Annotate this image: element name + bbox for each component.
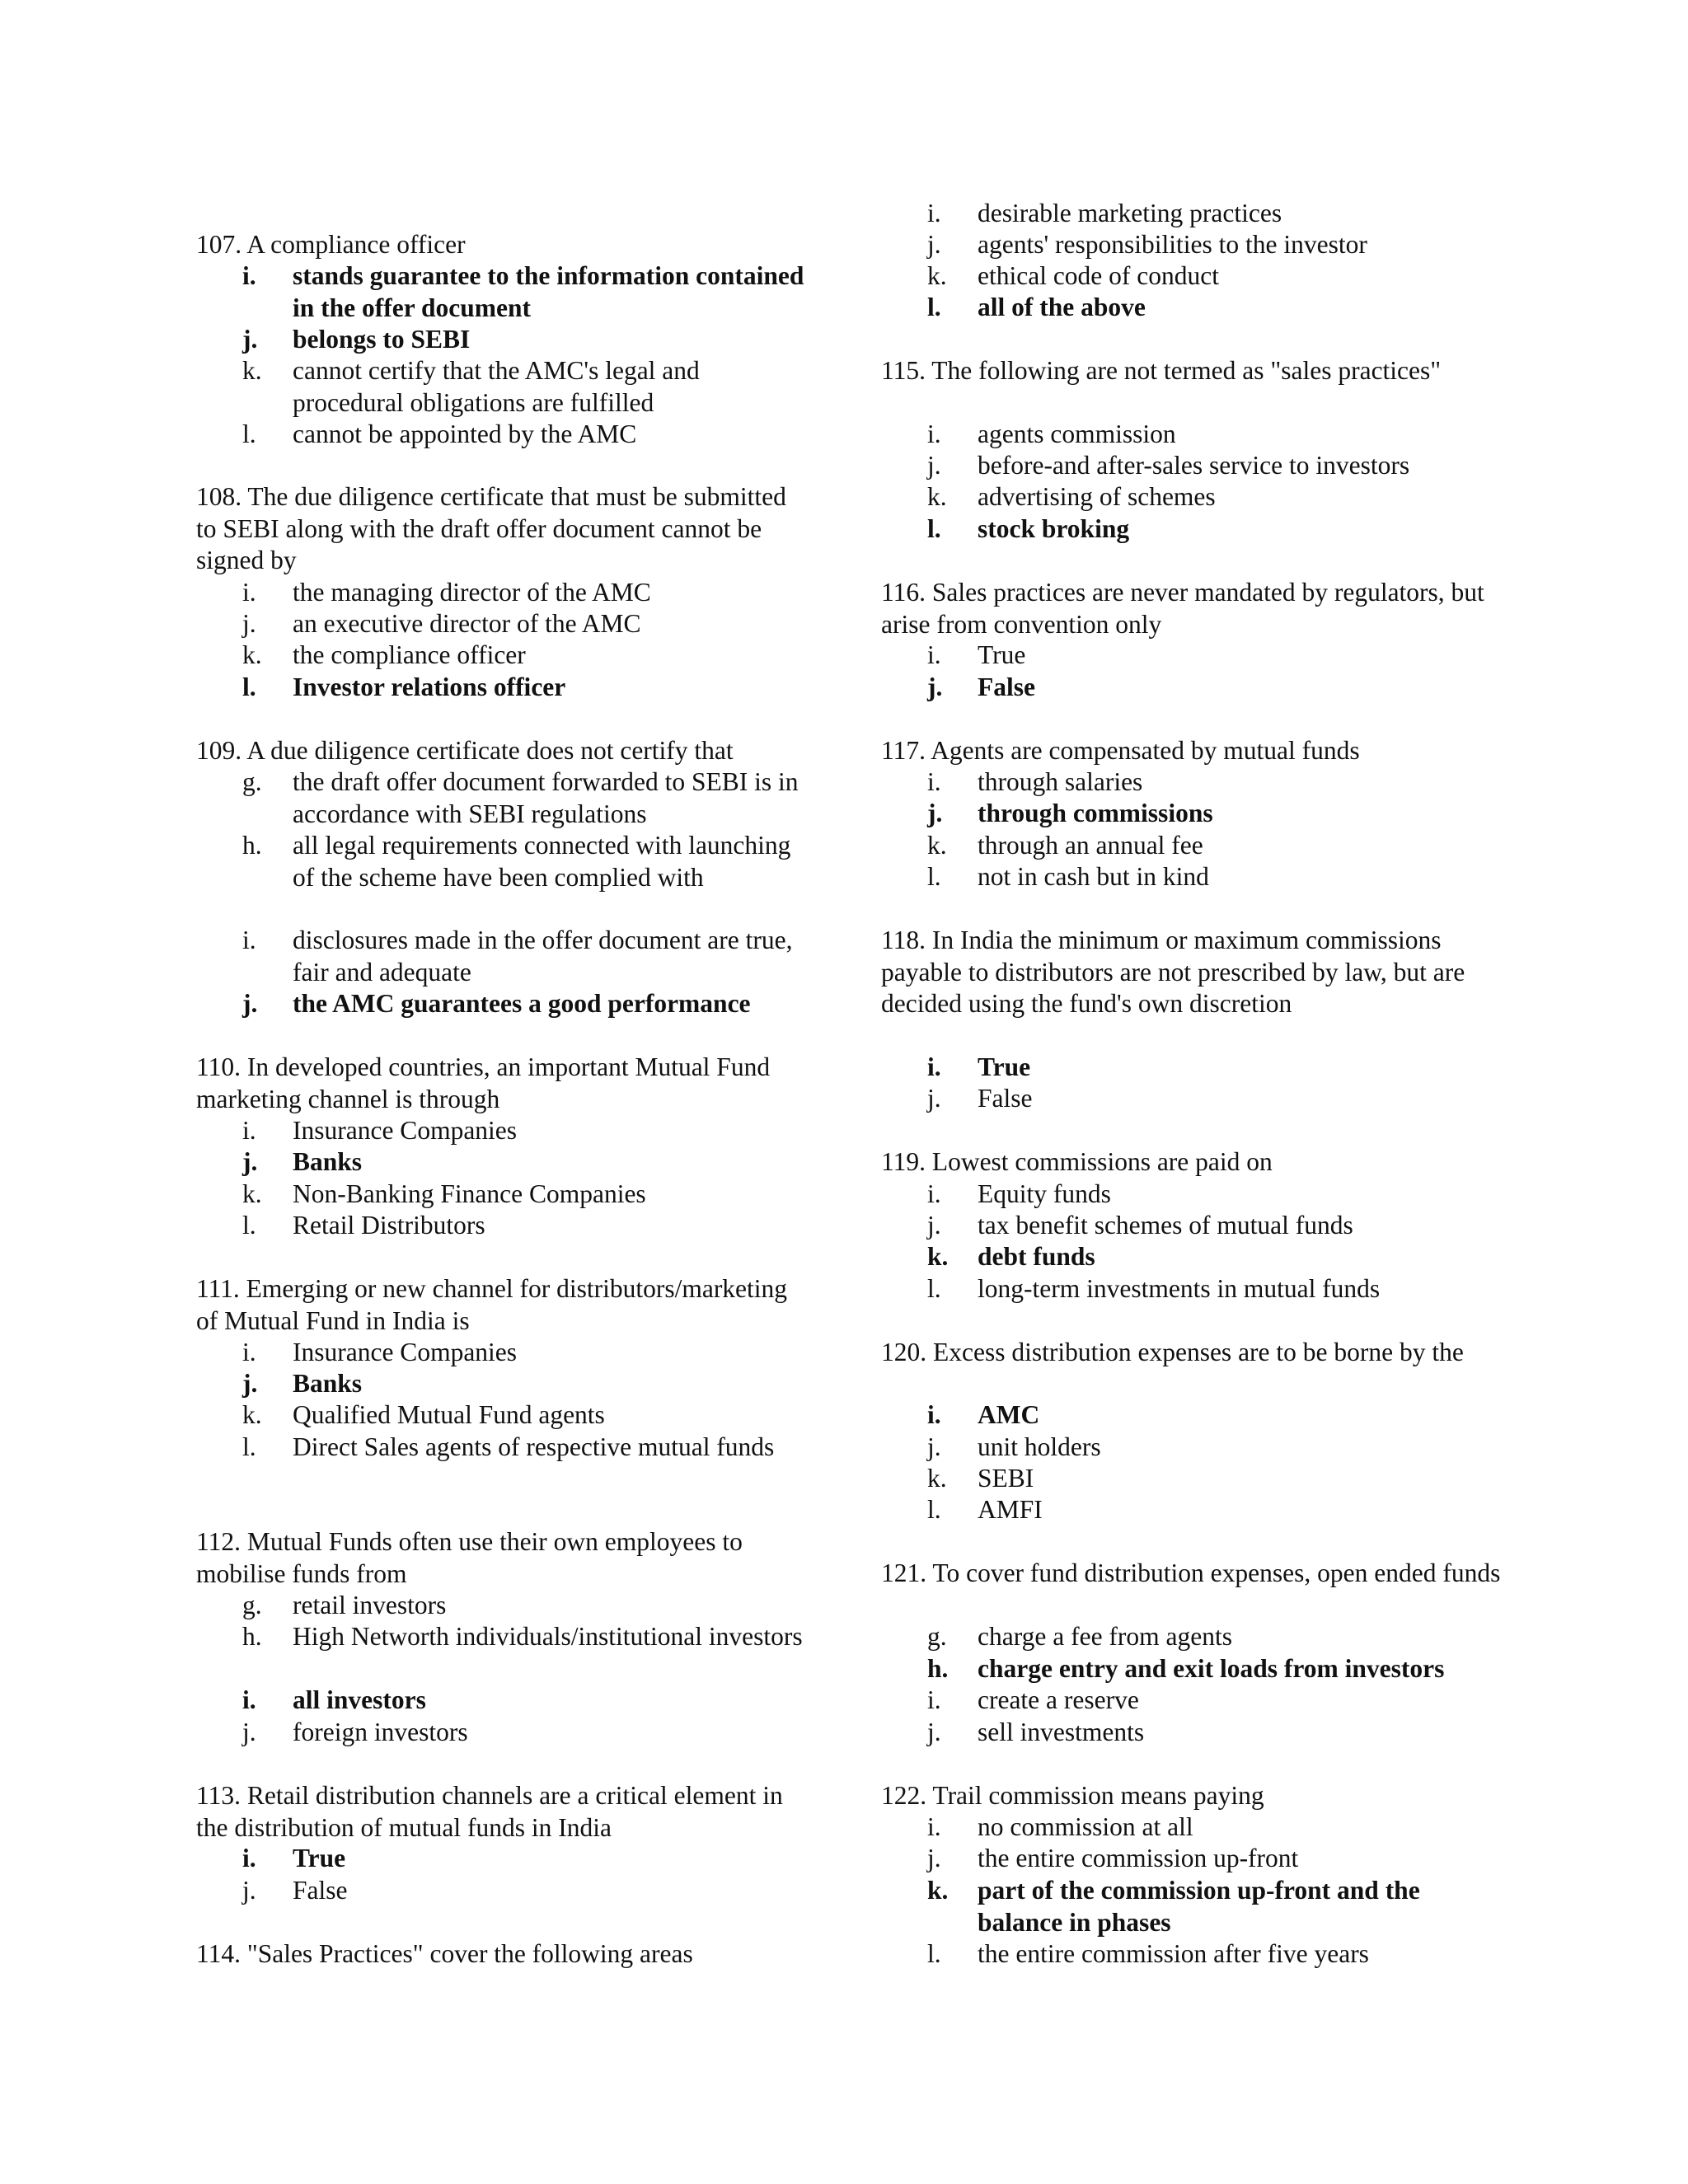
option-text: True xyxy=(978,640,1026,669)
option-text: Banks xyxy=(293,1147,363,1176)
option-text: tax benefit schemes of mutual funds xyxy=(978,1211,1353,1240)
option-letter: k. xyxy=(927,1242,949,1271)
option-letter: j. xyxy=(242,1718,256,1746)
option-letter: l. xyxy=(242,419,256,448)
option-text: belongs to SEBI xyxy=(293,325,471,354)
option-text: agents commission xyxy=(978,419,1176,448)
option-letter: k. xyxy=(927,1876,949,1905)
option-letter: i. xyxy=(927,640,941,669)
option-letter: i. xyxy=(927,199,941,227)
option-text: Non-Banking Finance Companies xyxy=(293,1179,646,1208)
option-letter: j. xyxy=(242,325,258,354)
option-text: AMC xyxy=(978,1400,1040,1429)
option-text: True xyxy=(293,1844,346,1872)
option-letter: l. xyxy=(927,514,941,543)
option-text: advertising of schemes xyxy=(978,482,1216,511)
option-letter: j. xyxy=(242,1147,258,1176)
option-text: Investor relations officer xyxy=(293,673,566,701)
option-text: unit holders xyxy=(978,1432,1101,1461)
option-text: False xyxy=(978,1084,1033,1113)
option-text: Retail Distributors xyxy=(293,1211,485,1240)
question-stem: 109. A due diligence certificate does not certify that xyxy=(196,736,734,765)
option-letter: i. xyxy=(927,1179,941,1208)
option-letter: l. xyxy=(927,293,941,321)
option-text: False xyxy=(978,673,1035,701)
option-letter: i. xyxy=(242,1116,256,1145)
option-text: an executive director of the AMC xyxy=(293,609,641,638)
question-stem: 111. Emerging or new channel for distributors/marketing of Mutual Fund in India is xyxy=(196,1274,788,1335)
option-text: disclosures made in the offer document are true, fair and adequate xyxy=(293,926,793,987)
option-text: foreign investors xyxy=(293,1718,468,1746)
option-letter: i. xyxy=(242,1844,256,1872)
option-text: High Networth individuals/institutional investors xyxy=(293,1622,803,1651)
option-text: not in cash but in kind xyxy=(978,862,1209,891)
question-stem: 108. The due diligence certificate that must be submitted to SEBI along with the draft offer document cannot be signed by xyxy=(196,482,786,574)
option-letter: i. xyxy=(927,419,941,448)
option-text: True xyxy=(978,1052,1031,1081)
option-letter: i. xyxy=(927,1400,941,1429)
option-text: create a reserve xyxy=(978,1685,1139,1714)
option-text: all legal requirements connected with launching of the scheme have been complied with xyxy=(293,831,791,892)
option-text: the compliance officer xyxy=(293,640,526,669)
option-letter: g. xyxy=(242,1591,262,1619)
option-text: SEBI xyxy=(978,1464,1034,1493)
question-stem: 114. "Sales Practices" cover the following areas xyxy=(196,1939,693,1968)
option-text: Equity funds xyxy=(978,1179,1111,1208)
question-stem: 122. Trail commission means paying xyxy=(881,1781,1264,1810)
option-text: through salaries xyxy=(978,767,1143,796)
question-stem: 119. Lowest commissions are paid on xyxy=(881,1147,1273,1176)
option-letter: k. xyxy=(242,1179,262,1208)
option-letter: l. xyxy=(927,1274,941,1303)
option-letter: k. xyxy=(242,356,262,385)
question-stem: 118. In India the minimum or maximum commissions payable to distributors are not prescribed by law, but are decided using the fund's own discretion xyxy=(881,926,1465,1018)
option-letter: j. xyxy=(927,1718,941,1746)
option-text: agents' responsibilities to the investor xyxy=(978,230,1367,259)
option-text: Insurance Companies xyxy=(293,1338,518,1366)
option-text: Insurance Companies xyxy=(293,1116,518,1145)
option-letter: j. xyxy=(242,609,256,638)
option-text: part of the commission up-front and the balance in phases xyxy=(978,1876,1420,1937)
option-text: desirable marketing practices xyxy=(978,199,1282,227)
question-stem: 113. Retail distribution channels are a critical element in the distribution of mutual funds in India xyxy=(196,1781,783,1842)
question-stem: 110. In developed countries, an important Mutual Fund marketing channel is through xyxy=(196,1052,771,1113)
option-text: no commission at all xyxy=(978,1812,1193,1841)
option-text: through an annual fee xyxy=(978,831,1203,860)
option-text: Direct Sales agents of respective mutual funds xyxy=(293,1432,775,1461)
option-text: sell investments xyxy=(978,1718,1145,1746)
option-letter: k. xyxy=(927,261,947,290)
question-stem: 107. A compliance officer xyxy=(196,230,466,259)
option-letter: j. xyxy=(927,673,943,701)
option-letter: i. xyxy=(242,1338,256,1366)
option-letter: i. xyxy=(927,1052,941,1081)
option-text: the managing director of the AMC xyxy=(293,578,651,607)
option-text: ethical code of conduct xyxy=(978,261,1219,290)
question-stem: 116. Sales practices are never mandated by regulators, but arise from convention only xyxy=(881,578,1484,639)
option-text: charge a fee from agents xyxy=(978,1622,1233,1651)
option-letter: i. xyxy=(242,926,256,954)
option-text: stands guarantee to the information contained in the offer document xyxy=(293,261,804,322)
option-text: all investors xyxy=(293,1685,426,1714)
option-text: Qualified Mutual Fund agents xyxy=(293,1400,605,1429)
option-letter: j. xyxy=(927,451,941,480)
option-letter: l. xyxy=(242,1432,256,1461)
option-letter: i. xyxy=(242,1685,256,1714)
option-letter: h. xyxy=(242,831,262,860)
option-letter: l. xyxy=(927,1939,941,1968)
question-stem: 117. Agents are compensated by mutual funds xyxy=(881,736,1360,765)
option-letter: j. xyxy=(242,1876,256,1905)
option-letter: i. xyxy=(242,261,256,290)
option-letter: k. xyxy=(927,482,947,511)
option-letter: l. xyxy=(242,673,256,701)
option-letter: k. xyxy=(242,1400,262,1429)
option-letter: l. xyxy=(927,862,941,891)
option-text: the entire commission up-front xyxy=(978,1844,1299,1872)
option-letter: g. xyxy=(927,1622,947,1651)
option-letter: g. xyxy=(242,767,262,796)
option-letter: k. xyxy=(242,640,262,669)
option-letter: h. xyxy=(927,1654,949,1683)
option-text: AMFI xyxy=(978,1495,1043,1524)
option-text: long-term investments in mutual funds xyxy=(978,1274,1381,1303)
option-text: stock broking xyxy=(978,514,1130,543)
option-letter: l. xyxy=(927,1495,941,1524)
option-letter: i. xyxy=(927,1812,941,1841)
option-letter: l. xyxy=(242,1211,256,1240)
option-text: charge entry and exit loads from investors xyxy=(978,1654,1445,1683)
option-text: False xyxy=(293,1876,348,1905)
option-letter: j. xyxy=(927,230,941,259)
question-stem: 121. To cover fund distribution expenses, open ended funds xyxy=(881,1558,1501,1587)
option-letter: k. xyxy=(927,831,947,860)
option-text: before-and after-sales service to investors xyxy=(978,451,1410,480)
option-text: Banks xyxy=(293,1369,363,1398)
option-letter: j. xyxy=(927,1211,941,1240)
option-letter: j. xyxy=(927,1844,941,1872)
option-letter: j. xyxy=(927,1084,941,1113)
question-stem: 115. The following are not termed as "sales practices" xyxy=(881,356,1442,385)
option-letter: j. xyxy=(927,1432,941,1461)
option-text: cannot be appointed by the AMC xyxy=(293,419,637,448)
option-letter: j. xyxy=(242,1369,258,1398)
option-letter: j. xyxy=(927,799,943,827)
option-text: debt funds xyxy=(978,1242,1095,1271)
option-text: the entire commission after five years xyxy=(978,1939,1369,1968)
option-text: all of the above xyxy=(978,293,1146,321)
option-text: cannot certify that the AMC's legal and procedural obligations are fulfilled xyxy=(293,356,700,417)
option-letter: i. xyxy=(927,1685,941,1714)
option-letter: i. xyxy=(242,578,256,607)
option-letter: j. xyxy=(242,989,258,1018)
option-letter: h. xyxy=(242,1622,262,1651)
option-letter: k. xyxy=(927,1464,947,1493)
option-text: the draft offer document forwarded to SEBI is in accordance with SEBI regulations xyxy=(293,767,799,828)
question-stem: 112. Mutual Funds often use their own employees to mobilise funds from xyxy=(196,1527,743,1588)
option-text: the AMC guarantees a good performance xyxy=(293,989,751,1018)
option-text: through commissions xyxy=(978,799,1213,827)
option-text: retail investors xyxy=(293,1591,447,1619)
option-letter: i. xyxy=(927,767,941,796)
question-stem: 120. Excess distribution expenses are to be borne by the xyxy=(881,1338,1464,1366)
